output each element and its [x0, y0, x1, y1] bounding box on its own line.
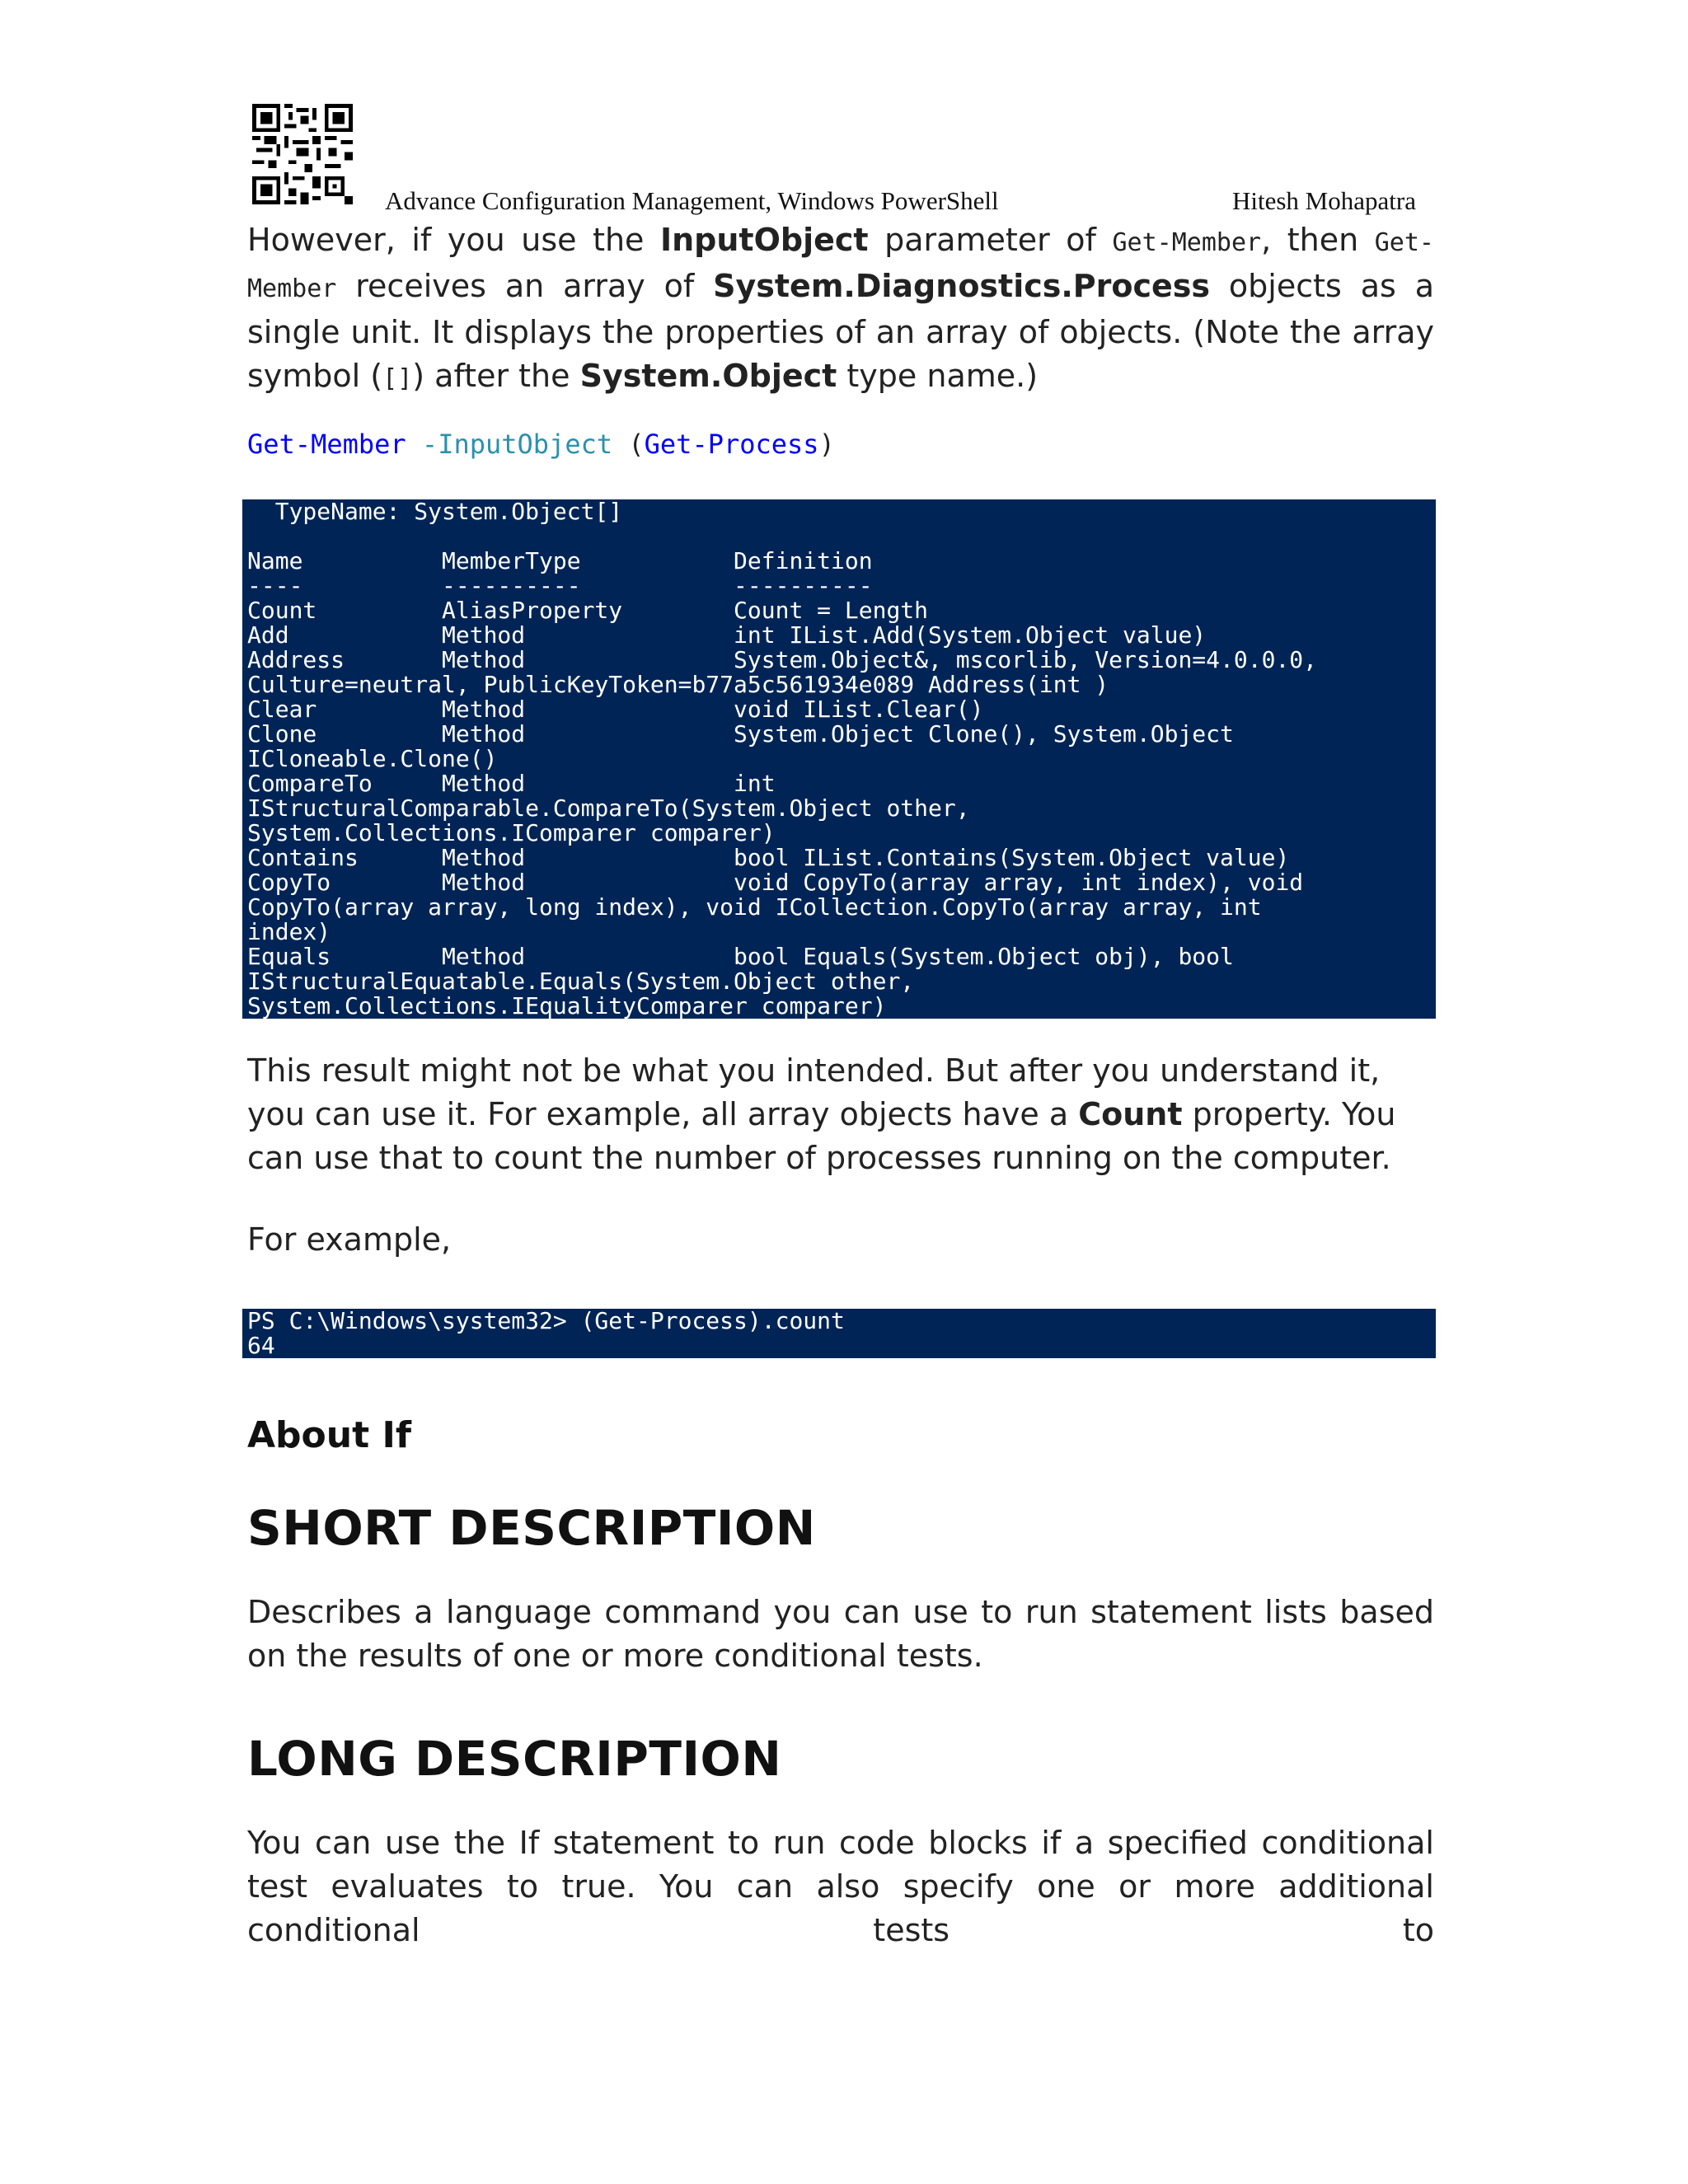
- intro-text-6: ) after the: [412, 358, 580, 394]
- console-line: System.Collections.IEqualityComparer comparer): [247, 992, 887, 1019]
- console-line: Contains Method bool IList.Contains(System.Object value): [247, 844, 1290, 871]
- console-line: ---- ---------- ----------: [247, 572, 873, 599]
- console-line: ICloneable.Clone(): [247, 745, 498, 772]
- result-text-2: property. You can use that to count the number of processes running on the computer.: [247, 1096, 1396, 1176]
- console-line: Name MemberType Definition: [247, 547, 873, 574]
- for-example-text: For example,: [247, 1221, 452, 1258]
- console-line: PS C:\Windows\system32> (Get-Process).count: [247, 1309, 845, 1334]
- long-description-text: You can use the If statement to run code blocks if a specified conditional test evaluates to true. You can also specify one or more additional conditional tests to: [247, 1825, 1434, 1948]
- console-line: CopyTo(array array, long index), void ICollection.CopyTo(array array, int: [247, 893, 1262, 921]
- short-description-text: Describes a language command you can use to run statement lists based on the results of one or more conditional tests.: [247, 1594, 1434, 1674]
- console-output-count: [242, 1309, 1436, 1358]
- console-line: Count AliasProperty Count = Length: [247, 597, 929, 624]
- intro-paragraph: [247, 218, 1434, 401]
- intro-text-2: parameter of: [868, 222, 1113, 258]
- console-line: Clone Method System.Object Clone(), System.Object: [247, 720, 1234, 748]
- console-line: IStructuralEquatable.Equals(System.Object other,: [247, 968, 915, 995]
- qr-code-image: [252, 104, 353, 204]
- command-open-paren: (: [628, 429, 645, 460]
- intro-text-1: However, if you use the: [247, 222, 660, 258]
- intro-code-array-symbol: []: [382, 364, 413, 393]
- console-line: Culture=neutral, PublicKeyToken=b77a5c561934e089 Address(int ): [247, 671, 1109, 698]
- result-paragraph: [247, 1049, 1434, 1180]
- command-cmdlet: Get-Member: [247, 429, 406, 460]
- intro-bold-system-object: System.Object: [579, 358, 837, 394]
- intro-bold-inputobject: InputObject: [659, 222, 869, 258]
- console-line: [247, 524, 1436, 549]
- console-line: index): [247, 918, 331, 945]
- header-title: Advance Configuration Management, Windows PowerShell: [385, 186, 999, 215]
- intro-code-get-member-1: Get-Member: [1112, 228, 1262, 257]
- intro-text-5: objects as a single unit. It displays the properties of an array of objects. (Note the array symbol (: [247, 268, 1434, 394]
- intro-code-get-member-2: Get-Member: [247, 228, 1434, 303]
- console-line: IStructuralComparable.CompareTo(System.Object other,: [247, 794, 970, 822]
- intro-bold-process: System.Diagnostics.Process: [713, 268, 1211, 304]
- console-line: Clear Method void IList.Clear(): [247, 696, 984, 723]
- console-line: Address Method System.Object&, mscorlib, Version=4.0.0.0,: [247, 646, 1318, 673]
- intro-text-7: type name.): [837, 358, 1039, 394]
- console-line: CopyTo Method void CopyTo(array array, int index), void: [247, 869, 1304, 896]
- console-output-get-member: [242, 499, 1436, 1019]
- command-inner-cmdlet: Get-Process: [644, 429, 819, 460]
- console-line: Add Method int IList.Add(System.Object value): [247, 621, 1207, 649]
- console-line: Equals Method bool Equals(System.Object obj), bool: [247, 943, 1234, 970]
- console-line: TypeName: System.Object[]: [247, 499, 623, 525]
- header-author: Hitesh Mohapatra: [1232, 186, 1416, 215]
- about-if-heading: About If: [247, 1414, 411, 1456]
- command-parameter: -InputObject: [421, 429, 613, 460]
- console-line: CompareTo Method int: [247, 770, 776, 797]
- long-description-heading: LONG DESCRIPTION: [247, 1731, 782, 1787]
- intro-text-3: , then: [1261, 222, 1375, 258]
- short-description-heading: SHORT DESCRIPTION: [247, 1500, 816, 1556]
- command-close-paren: ): [818, 429, 835, 460]
- command-example: [247, 429, 835, 460]
- intro-text-4: receives an array of: [336, 268, 714, 304]
- result-text-1: This result might not be what you intended. But after you understand it, you can use it. For example, all array objects have a: [247, 1052, 1381, 1132]
- console-line: System.Collections.IComparer comparer): [247, 819, 776, 846]
- result-bold-count: Count: [1078, 1096, 1183, 1132]
- console-line: 64: [247, 1332, 275, 1358]
